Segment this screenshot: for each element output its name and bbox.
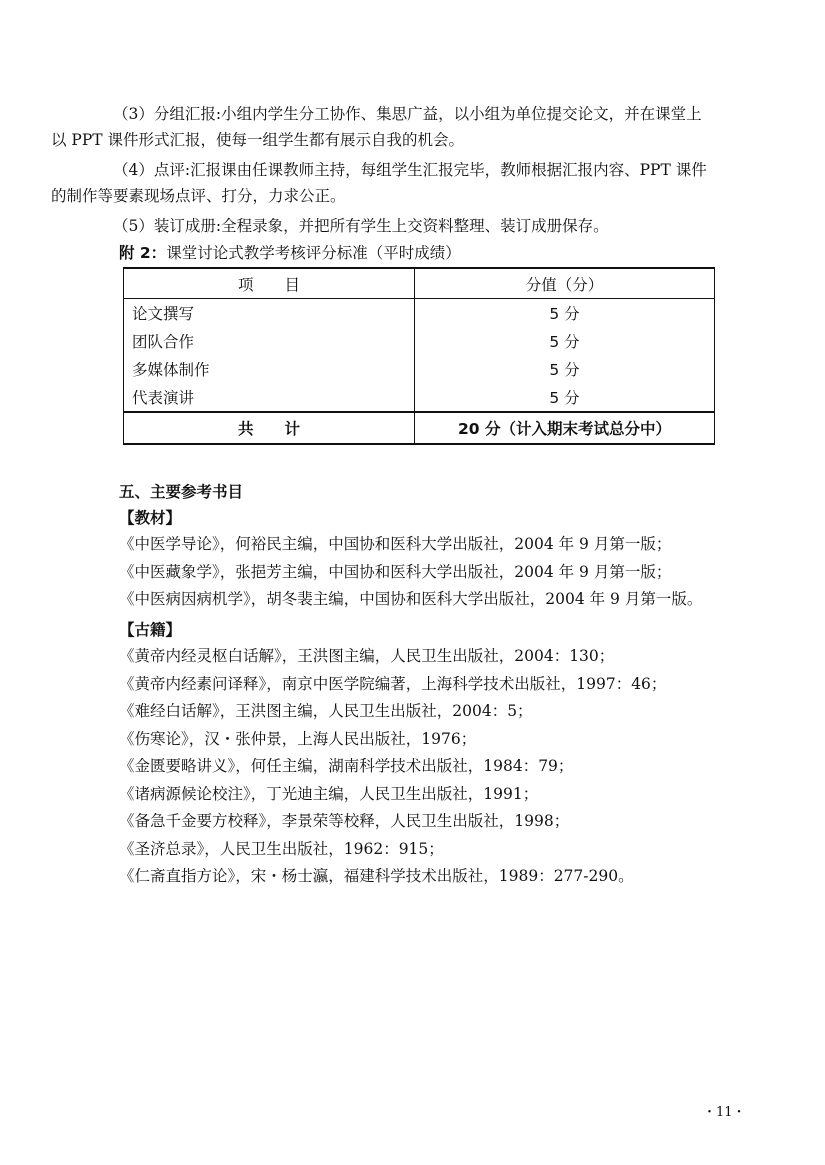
page-number: ・11・ (703, 1105, 746, 1120)
paragraph-continuation: 的制作等要素现场点评、打分，力求公正。 (51, 187, 346, 205)
paragraph-lead: （5）装订成册:全程录象，并把所有学生上交资料整理、装订成册保存。 (113, 217, 609, 235)
table-caption (119, 240, 461, 266)
appendix-title: 课堂讨论式教学考核评分标准（平时成绩） (166, 244, 461, 262)
list-item: 《圣济总录》，人民卫生出版社，1962：915； (119, 839, 444, 858)
list-item: 《黄帝内经素问译释》，南京中医学院编著，上海科学技术出版社，1997：46； (119, 674, 667, 693)
appendix-label: 附 2： (119, 244, 167, 262)
list-item: 《中医病因病机学》，胡冬裴主编，中国协和医科大学出版社，2004 年 9 月第一版。 (119, 590, 703, 608)
row-score: 5 分 (415, 299, 715, 328)
list-item: 《伤寒论》，汉・张仲景，上海人民出版社，1976； (119, 729, 477, 748)
header-item: 项 目 (124, 268, 415, 299)
paragraph-lead: （3）分组汇报:小组内学生分工协作、集思广益，以小组为单位提交论文，并在课堂上 (113, 105, 702, 123)
paragraph-binding (82, 213, 746, 239)
list-item: 《备急千金要方校释》，李景荣等校释，人民卫生出版社，1998； (119, 812, 570, 830)
table-row (124, 383, 715, 412)
header-score: 分值（分） (415, 268, 715, 299)
row-score: 5 分 (415, 327, 715, 355)
paragraph-lead: （4）点评:汇报课由任课教师主持，每组学生汇报完毕，教师根据汇报内容、PPT 课件 (113, 161, 707, 179)
paragraph-group-report (51, 101, 746, 153)
list-item: 《金匮要略讲义》，何任主编，湖南科学技术出版社，1984：79； (119, 757, 574, 775)
row-item: 团队合作 (124, 327, 415, 355)
textbook-list (119, 531, 759, 614)
list-item: 《中医藏象学》，张挹芳主编，中国协和医科大学出版社，2004 年 9 月第一版； (119, 562, 672, 581)
table-row (124, 299, 715, 328)
row-item: 代表演讲 (124, 383, 415, 412)
table-row (124, 327, 715, 355)
list-item: 《黄帝内经灵枢白话解》，王洪图主编，人民卫生出版社，2004：130； (119, 647, 615, 665)
row-item: 论文撰写 (124, 299, 415, 328)
total-score: 20 分（计入期末考试总分中） (415, 412, 715, 444)
classics-heading: 【古籍】 (119, 621, 182, 639)
table-total-row (124, 412, 715, 444)
list-item: 《诸病源候论校注》，丁光迪主编，人民卫生出版社，1991； (119, 784, 539, 803)
paragraph-review (51, 157, 746, 209)
list-item: 《难经白话解》，王洪图主编，人民卫生出版社，2004：5； (119, 702, 533, 720)
paragraph-continuation: 以 PPT 课件形式汇报，使每一组学生都有展示自我的机会。 (51, 131, 465, 149)
table-header-row (124, 268, 715, 299)
table-row (124, 355, 715, 383)
row-item: 多媒体制作 (124, 355, 415, 383)
list-item: 《中医学导论》，何裕民主编，中国协和医科大学出版社，2004 年 9 月第一版； (119, 535, 672, 553)
scoring-table (123, 267, 715, 445)
row-score: 5 分 (415, 355, 715, 383)
row-score: 5 分 (415, 383, 715, 412)
classics-list (119, 643, 759, 891)
list-item: 《仁斋直指方论》，宋・杨士瀛，福建科学技术出版社，1989：277-290。 (119, 867, 634, 885)
total-label: 共 计 (124, 412, 415, 444)
section-heading: 五、主要参考书目 (119, 483, 244, 501)
textbooks-heading: 【教材】 (119, 509, 182, 527)
